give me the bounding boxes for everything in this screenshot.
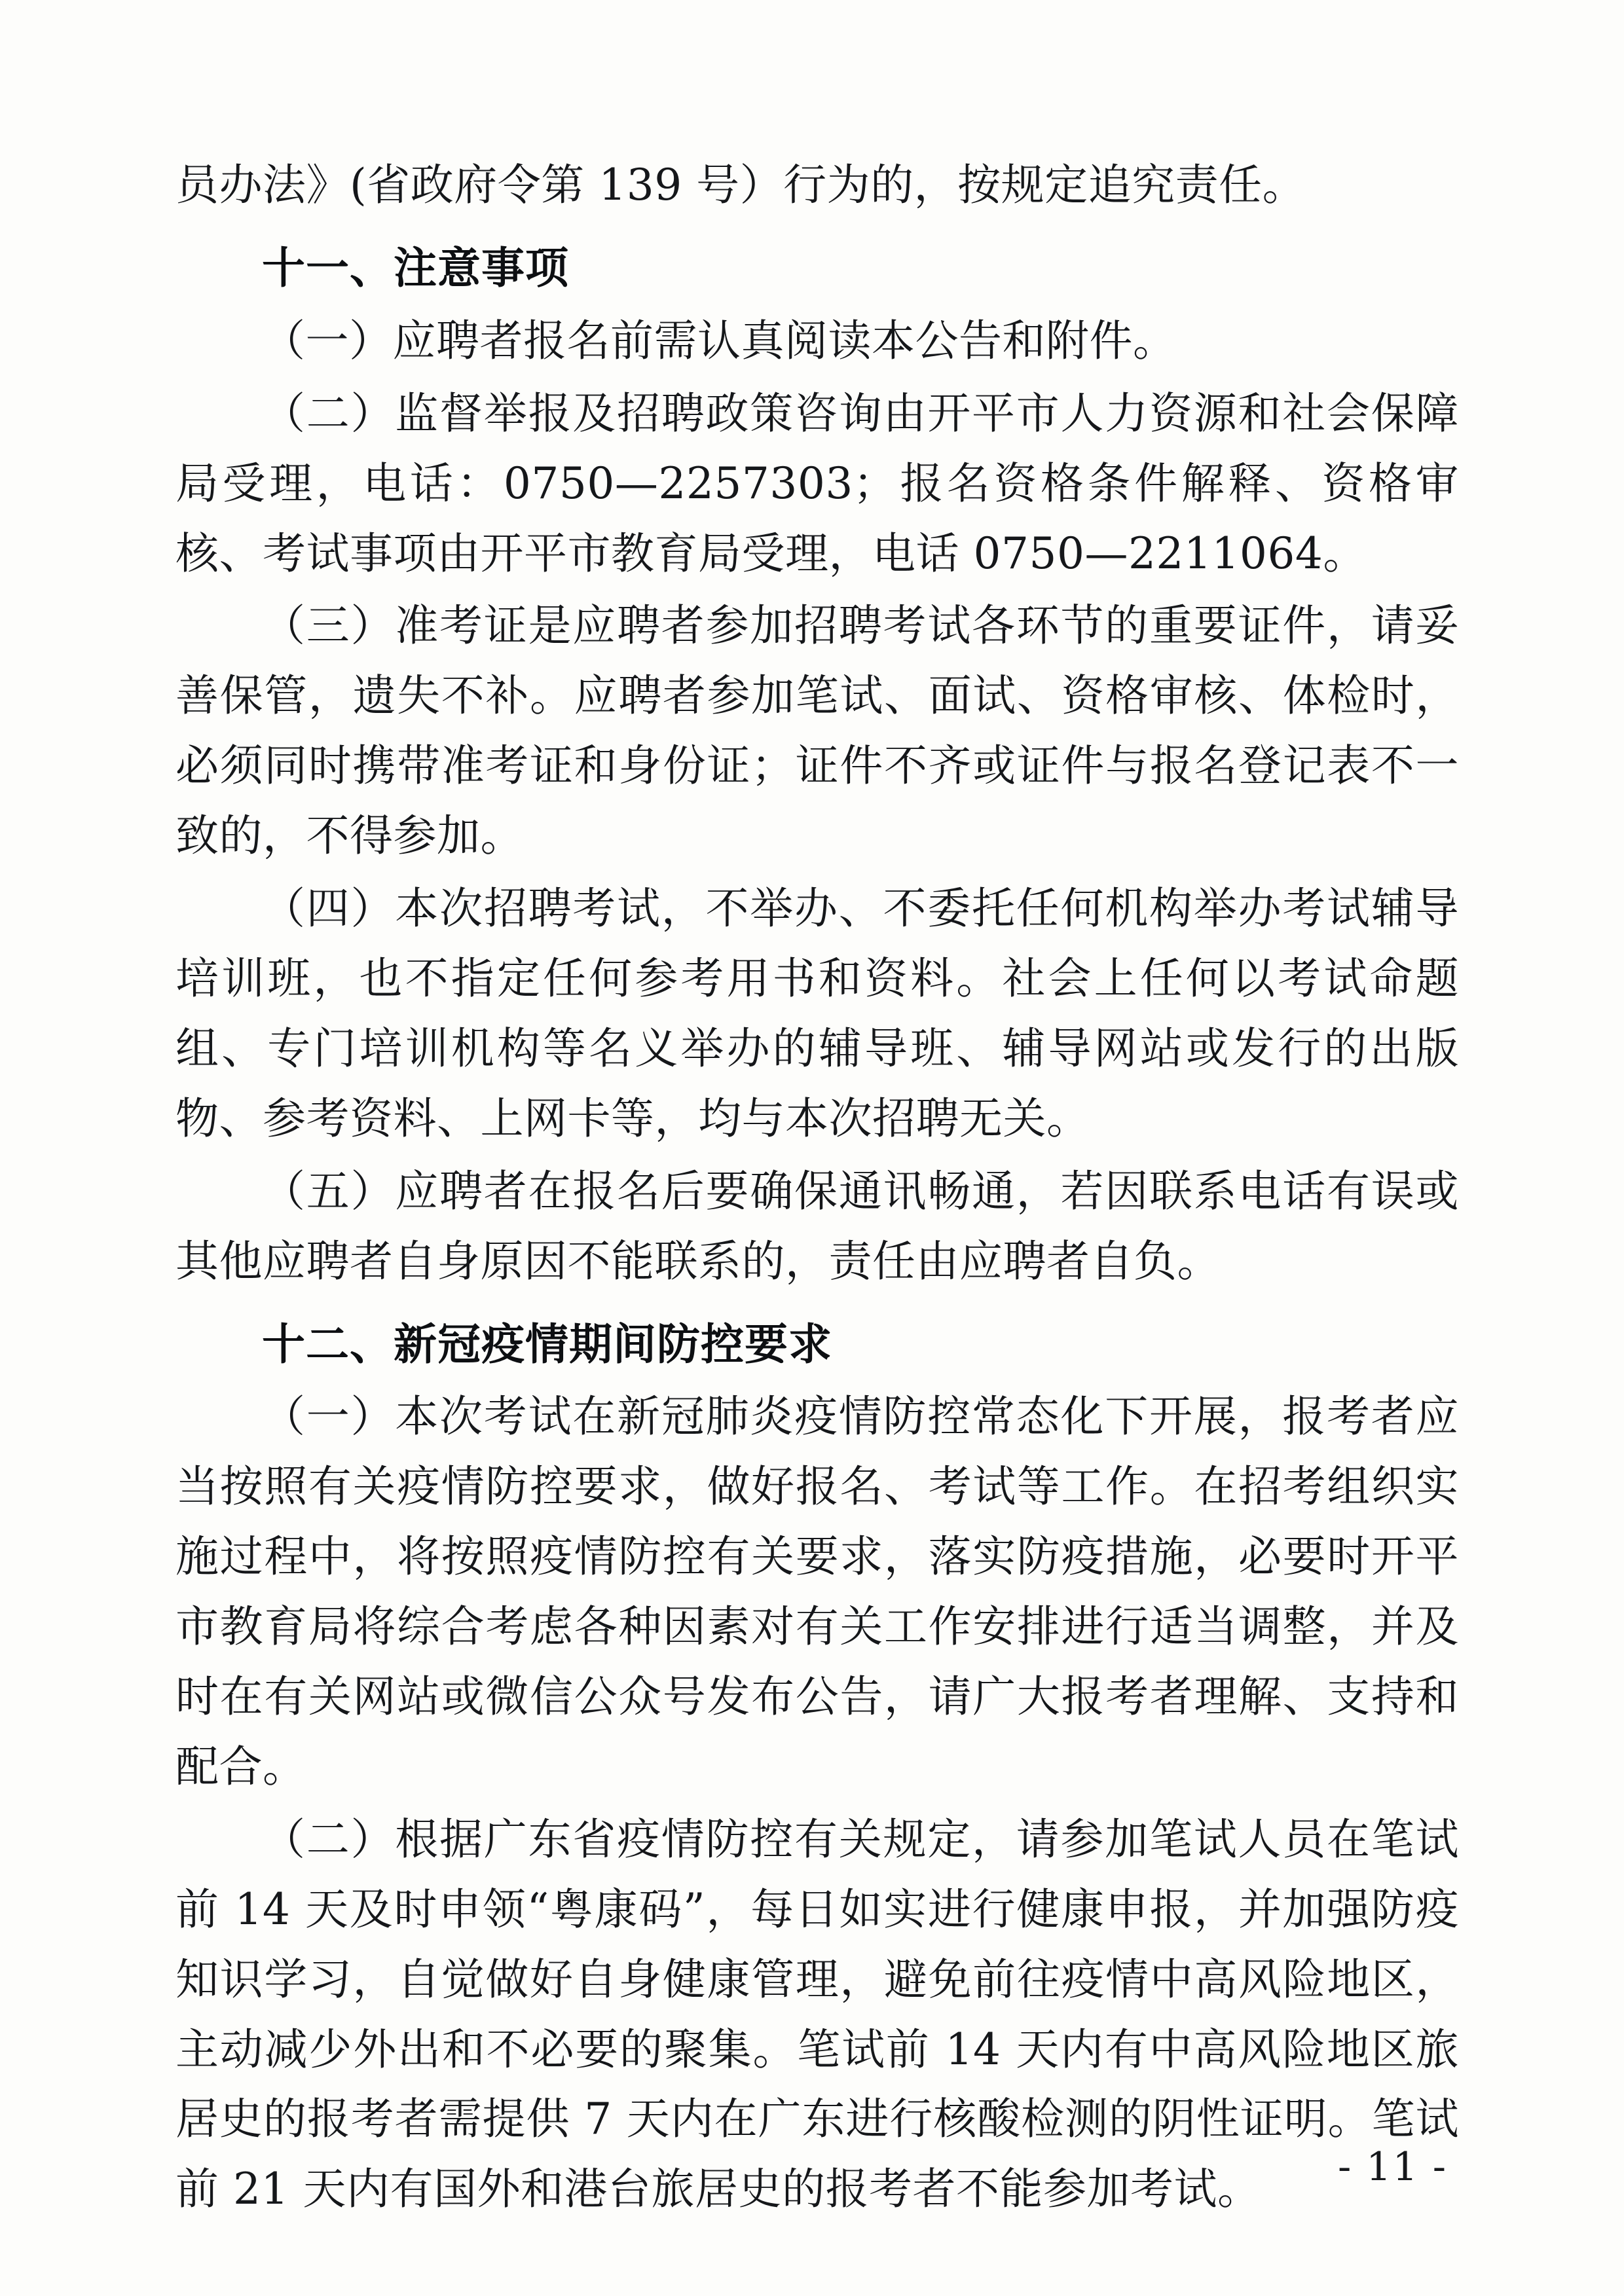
paragraph-continuation-liability: 员办法》(省政府令第 139 号）行为的，按规定追究责任。: [175, 160, 1306, 210]
page-number: - 11 -: [1337, 2144, 1447, 2190]
heading-section-twelve: 十二、新冠疫情期间防控要求: [262, 1319, 832, 1370]
paragraph-11-2: （二）监督举报及招聘政策咨询由开平市人力资源和社会保障局受理，电话：0750—2257303；报名资格条件解释、资格审核、考试事项由开平市教育局受理，电话 0750—2211064。: [175, 388, 1459, 579]
paragraph-11-5: （五）应聘者在报名后要确保通讯畅通，若因联系电话有误或其他应聘者自身原因不能联系的，责任由应聘者自负。: [175, 1165, 1459, 1286]
heading-section-eleven: 十一、注意事项: [262, 242, 569, 293]
paragraph-11-3: （三）准考证是应聘者参加招聘考试各环节的重要证件，请妥善保管，遗失不补。应聘者参加笔试、面试、资格审核、体检时，必须同时携带准考证和身份证；证件不齐或证件与报名登记表不一致的，不得参加。: [175, 600, 1459, 862]
spacer: [175, 223, 1459, 230]
document-body: [175, 151, 1459, 2227]
paragraph-12-2: （二）根据广东省疫情防控有关规定，请参加笔试人员在笔试前 14 天及时申领“粤康码”，每日如实进行健康申报，并加强防疫知识学习，自觉做好自身健康管理，避免前往疫情中高风险地区，主动减少外出和不必要的聚集。笔试前 14 天内有中高风险地区旅居史的报考者需提供 7 天内在广东进行核酸检测的阴性证明。笔试前 21 天内有国外和港台旅居史的报考者不能参加考试。: [175, 1813, 1459, 2215]
paragraph-11-4: （四）本次招聘考试，不举办、不委托任何机构举办考试辅导培训班，也不指定任何参考用书和资料。社会上任何以考试命题组、专门培训机构等名义举办的辅导班、辅导网站或发行的出版物、参考资料、上网卡等，均与本次招聘无关。: [175, 883, 1459, 1144]
spacer: [175, 1300, 1459, 1306]
paragraph-11-1: （一）应聘者报名前需认真阅读本公告和附件。: [262, 315, 1177, 366]
paragraph-12-1: （一）本次考试在新冠肺炎疫情防控常态化下开展，报考者应当按照有关疫情防控要求，做好报名、考试等工作。在招考组织实施过程中，将按照疫情防控有关要求，落实防疫措施，必要时开平市教育局将综合考虑各种因素对有关工作安排进行适当调整，并及时在有关网站或微信公众号发布公告，请广大报考者理解、支持和配合。: [175, 1391, 1459, 1792]
